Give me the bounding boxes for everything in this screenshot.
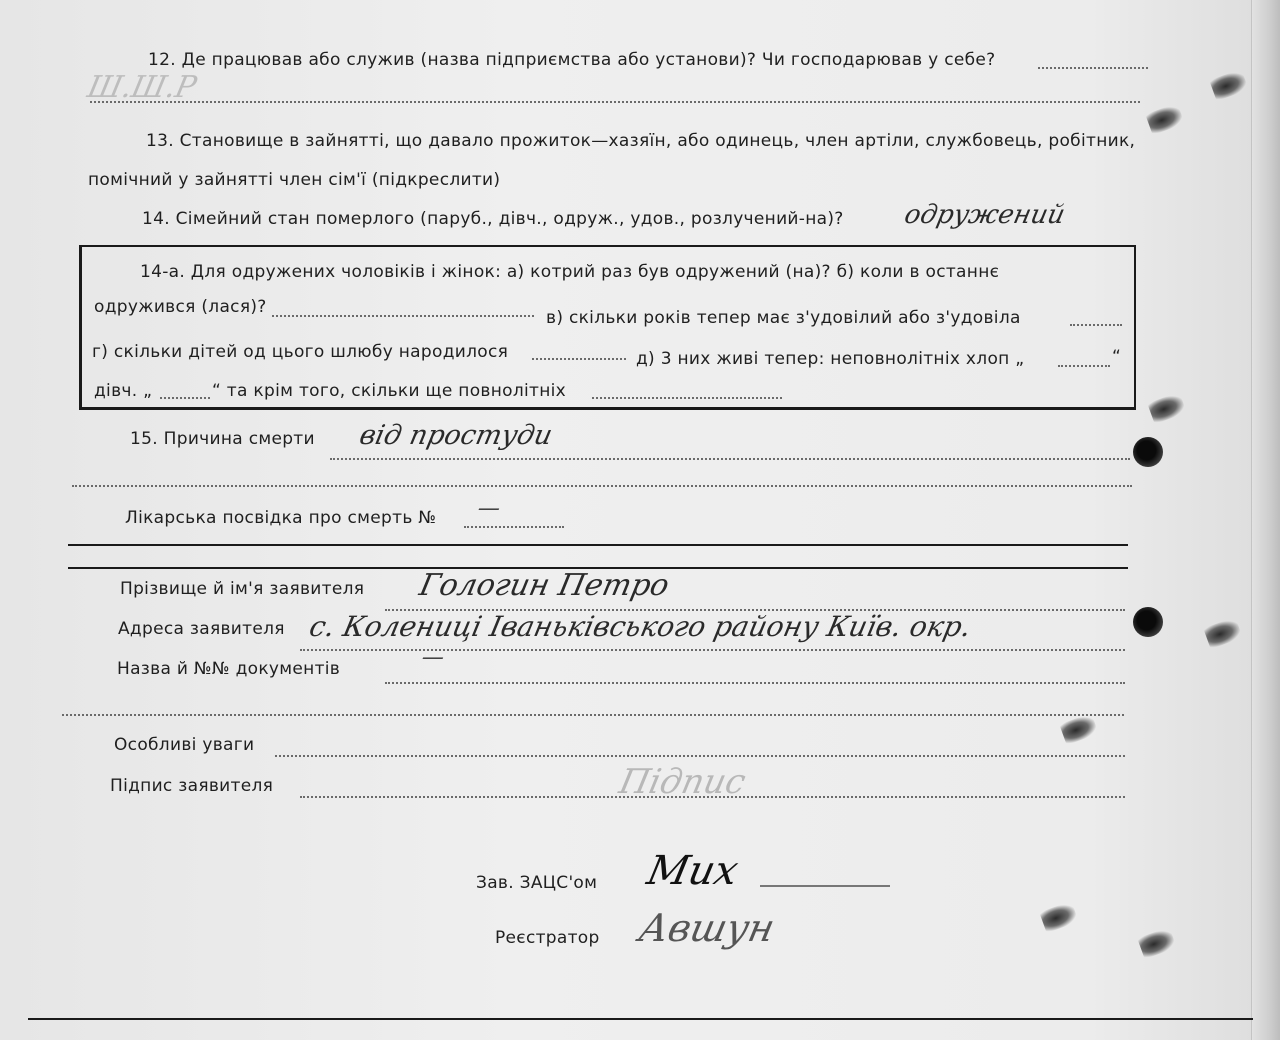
documents-label: Назва й №№ документів [117, 659, 341, 679]
documents-dotted [385, 682, 1125, 684]
head-signature-line [760, 885, 890, 887]
head-of-registry-signature: Мих [643, 848, 743, 894]
q12-dotted-line-2 [90, 101, 1140, 103]
q14a-dotted-6 [592, 397, 782, 399]
question-12: 12. Де працював або служив (назва підприємства або установи)? Чи господарював у себе? [148, 50, 996, 70]
paper-tear [1203, 617, 1242, 649]
paper-tear [1145, 103, 1184, 135]
applicant-signature: Підпис [615, 762, 750, 802]
q14a-dotted-4 [1058, 365, 1110, 367]
documents-dotted-2 [62, 714, 1124, 716]
medical-certificate-label: Лікарська посвідка про смерть № [125, 508, 437, 528]
paper-tear [1209, 69, 1248, 101]
paper-tear [1039, 901, 1078, 933]
question-14a-line3c: “ [1112, 347, 1122, 367]
margin-note: Ш.Ш.Р [84, 70, 200, 105]
question-13-line2: помічний у зайнятті член сім'ї (підкреслити) [88, 170, 501, 190]
notes-dotted [275, 755, 1125, 757]
applicant-name-label: Прізвище й ім'я заявителя [120, 579, 365, 599]
q15-dotted-line [330, 458, 1130, 460]
registrar-signature: Авшун [635, 906, 779, 950]
page-edge [1251, 0, 1280, 1040]
documents-value: — [419, 645, 447, 670]
q12-dotted-line [1038, 67, 1148, 69]
signature-label: Підпис заявителя [110, 776, 274, 796]
question-14a-line2a: одружився (лася)? [94, 297, 267, 317]
q14a-dotted-1 [272, 315, 534, 317]
question-13-line1: 13. Становище в зайнятті, що давало прожиток—хазяїн, або одинець, член артіли, службовець, робітник, [146, 131, 1136, 151]
q14-answer-handwritten: одружений [901, 200, 1068, 230]
head-of-registry-label: Зав. ЗАЦС'ом [476, 873, 598, 893]
question-14: 14. Сімейний стан померлого (паруб., дівч., одруж., удов., розлучений-на)? [142, 209, 844, 229]
question-14a-line4a: дівч. „ [94, 381, 153, 401]
applicant-name-value: Гологин Петро [416, 568, 673, 603]
q14a-dotted-2 [1070, 324, 1122, 326]
question-14a-line4b: “ та крім того, скільки ще повнолітніх [212, 381, 567, 401]
question-14a-line2b: в) скільки років тепер має з'удовілий або з'удовіла [546, 308, 1021, 328]
bottom-rule [28, 1018, 1253, 1020]
q15-answer-handwritten: від простуди [356, 420, 556, 451]
q14a-dotted-3 [532, 358, 626, 360]
section-divider-top [68, 544, 1128, 546]
paper-tear [1059, 713, 1098, 745]
q15-dotted-line-2 [72, 485, 1132, 487]
paper-tear [1147, 392, 1186, 424]
question-14a-line1: 14-а. Для одружених чоловіків і жінок: а) котрий раз був одружений (на)? б) коли в останнє [140, 262, 1000, 282]
question-14a-line3b: д) 3 них живі тепер: неповнолітніх хлоп „ [636, 349, 1025, 369]
applicant-address-value: с. Колениці Іваньківського району Київ. окр. [306, 610, 975, 643]
question-14a-line3a: г) скільки дітей од цього шлюбу народилося [92, 342, 509, 362]
question-15: 15. Причина смерти [130, 429, 315, 449]
binding-hole [1133, 607, 1163, 637]
notes-label: Особливі уваги [114, 735, 255, 755]
q14a-dotted-5 [160, 397, 210, 399]
applicant-address-label: Адреса заявителя [118, 619, 285, 639]
medical-cert-answer: — [475, 496, 503, 521]
binding-hole [1133, 437, 1163, 467]
paper-tear [1137, 927, 1176, 959]
medical-cert-dotted [464, 526, 564, 528]
registrar-label: Реєстратор [495, 928, 600, 948]
